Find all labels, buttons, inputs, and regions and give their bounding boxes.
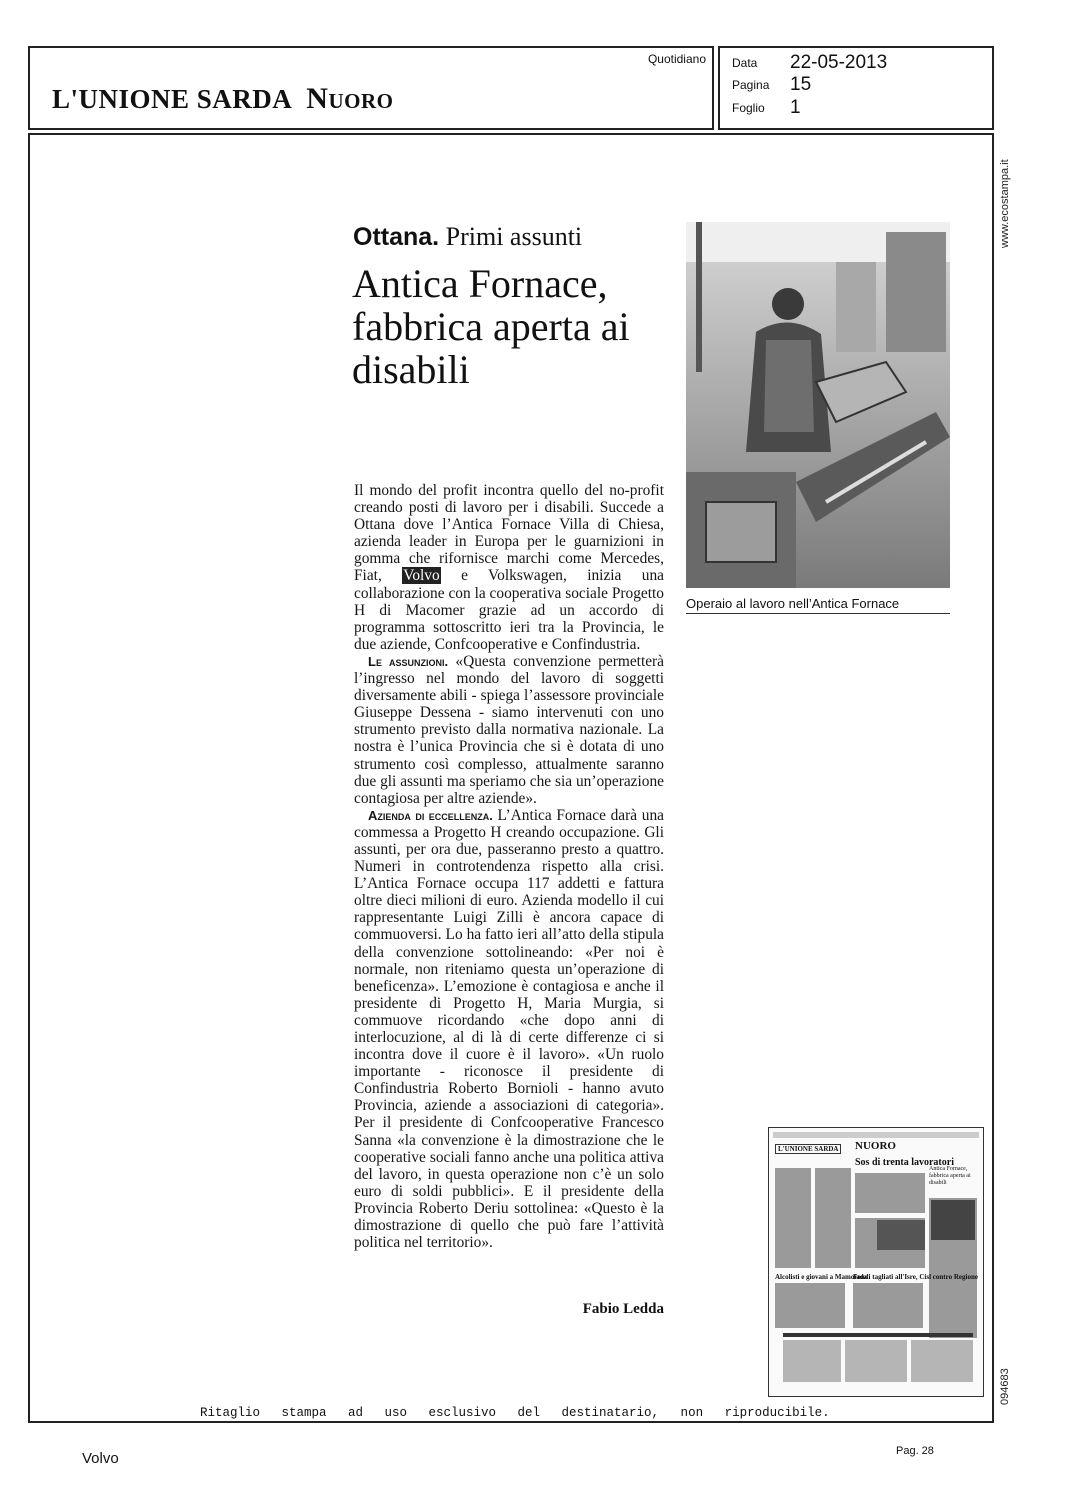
- masthead: [52, 82, 393, 116]
- header-masthead-box: [28, 46, 714, 130]
- paragraph-3-text: L’Antica Fornace darà una commessa a Progetto H creando occupazione. Gli assunti, per ora due, passeranno presto a quattro. Numeri in controtendenza rispetto alla crisi. L’Antica Fornace occupa 117 addetti e fattura oltre dieci milioni di euro. Azienda modello il cui rappresentante Luigi Zilli è ancora capace di commuoversi. Lo ha fatto ieri all’atto della stipula della convenzione sottolineando: «Per noi è normale, non riteniamo questa un’operazione di beneficenza». L’emozione è contagiosa e anche il presidente di Progetto H, Maria Murgia, si commuove ricordando «che dopo anni di interlocuzione, al di là di certe differenze ci si incontra dove il cuore è il lavoro». «Un ruolo importante - riconosce il presidente di Confindustria Roberto Bornioli - hanno avuto Provincia, aziende a associazioni di categoria». Per il presidente di Confcooperative Francesco Sanna «la convenzione è la dimostrazione che le cooperative sociali fanno anche una politica attiva del lavoro, in questa operazione non c’è un solo euro di soldi pubblici». E il presidente della Provincia Roberto Deriu sottolinea: «Questo è la dimostrazione di quello che può fare l’attività politica nel territorio».: [354, 806, 664, 1252]
- masthead-title: L'UNIONE SARDA: [52, 84, 293, 114]
- meta-date-label: Data: [732, 56, 758, 70]
- page-thumbnail: [768, 1127, 984, 1397]
- subhead-eccellenza: Azienda di eccellenza.: [368, 807, 493, 823]
- kicker-place: Ottana.: [353, 223, 440, 251]
- highlighted-keyword: Volvo: [403, 567, 440, 585]
- paragraph-1-start: Il mondo del profit incontra quello del no-profit creando posti di lavoro per i disabili. Succede a Ottana dove l’Antica Fornace Villa di Chiesa, azienda leader in Europa per le guarnizioni in gomma che rifornisce marchi come Mercedes, Fiat,: [354, 482, 664, 585]
- meta-date-row: [732, 52, 887, 74]
- paragraph-1-end: e Volkswagen, inizia una collaborazione con la cooperativa sociale Progetto H di Macomer grazie ad un accordo di programma sottoscritto ieri tra la Provincia, le due aziende, Confcooperative e Confindustria.: [354, 567, 665, 653]
- article-kicker: [353, 222, 582, 252]
- meta-date-value: 22-05-2013: [790, 52, 888, 73]
- footer-page-number: Pag. 28: [896, 1445, 934, 1457]
- thumbnail-lower-headline-2: Fondi tagliati all'Isre, Cisl contro Regione: [853, 1273, 978, 1281]
- footer-keyword: Volvo: [82, 1450, 119, 1467]
- frequency-label: Quotidiano: [647, 52, 706, 66]
- thumbnail-lower-headline-1: Alcolisti e giovani a Mamoiada: [775, 1273, 868, 1281]
- website-vertical: www.ecostampa.it: [999, 159, 1011, 248]
- disclaimer: Ritaglio stampa ad uso esclusivo del destinatario, non riproducibile.: [200, 1406, 830, 1420]
- photo-caption: Operaio al lavoro nell’Antica Fornace: [686, 596, 950, 614]
- article-body: [354, 482, 664, 1251]
- thumbnail-edition: NUORO: [855, 1140, 896, 1152]
- byline: Fabio Ledda: [582, 1301, 664, 1317]
- clip-code-vertical: 094683: [999, 1368, 1011, 1405]
- meta-sheet-row: [732, 97, 801, 119]
- kicker-text: Primi assunti: [445, 222, 583, 251]
- meta-page-label: Pagina: [732, 78, 770, 92]
- meta-sheet-value: 1: [790, 97, 801, 118]
- thumbnail-side-headline: Antica Fornace, fabbrica aperta ai disabili: [929, 1166, 971, 1186]
- header-meta-box: [718, 46, 994, 130]
- paragraph-1: [354, 482, 664, 653]
- paragraph-3: [354, 807, 664, 1251]
- meta-page-value: 15: [790, 74, 812, 95]
- meta-sheet-label: Foglio: [732, 101, 765, 115]
- meta-page-row: [732, 74, 811, 96]
- factory-worker-photo: [686, 222, 950, 588]
- article-headline: Antica Fornace, fabbrica aperta ai disabili: [352, 261, 630, 392]
- subhead-assunzioni: Le assunzioni.: [368, 653, 449, 669]
- thumbnail-masthead: L'UNIONE SARDA: [775, 1144, 841, 1154]
- paragraph-2: [354, 653, 664, 807]
- article-photo: [686, 222, 950, 588]
- thumbnail-title: Sos di trenta lavoratori: [855, 1157, 954, 1168]
- paragraph-2-text: «Questa convenzione permetterà l’ingresso nel mondo del lavoro di soggetti diversamente abili - spiega l’assessore provinciale Giuseppe Dessena - siamo intervenuti con uno strumento previsto dalla normativa nazionale. La nostra è l’unica Provincia che si è dotata di uno strumento così complesso, attualmente saranno due gli assunti ma speriamo che sia un’operazione contagiosa per altre aziende».: [354, 652, 665, 807]
- edition-name: Nuoro: [306, 82, 394, 115]
